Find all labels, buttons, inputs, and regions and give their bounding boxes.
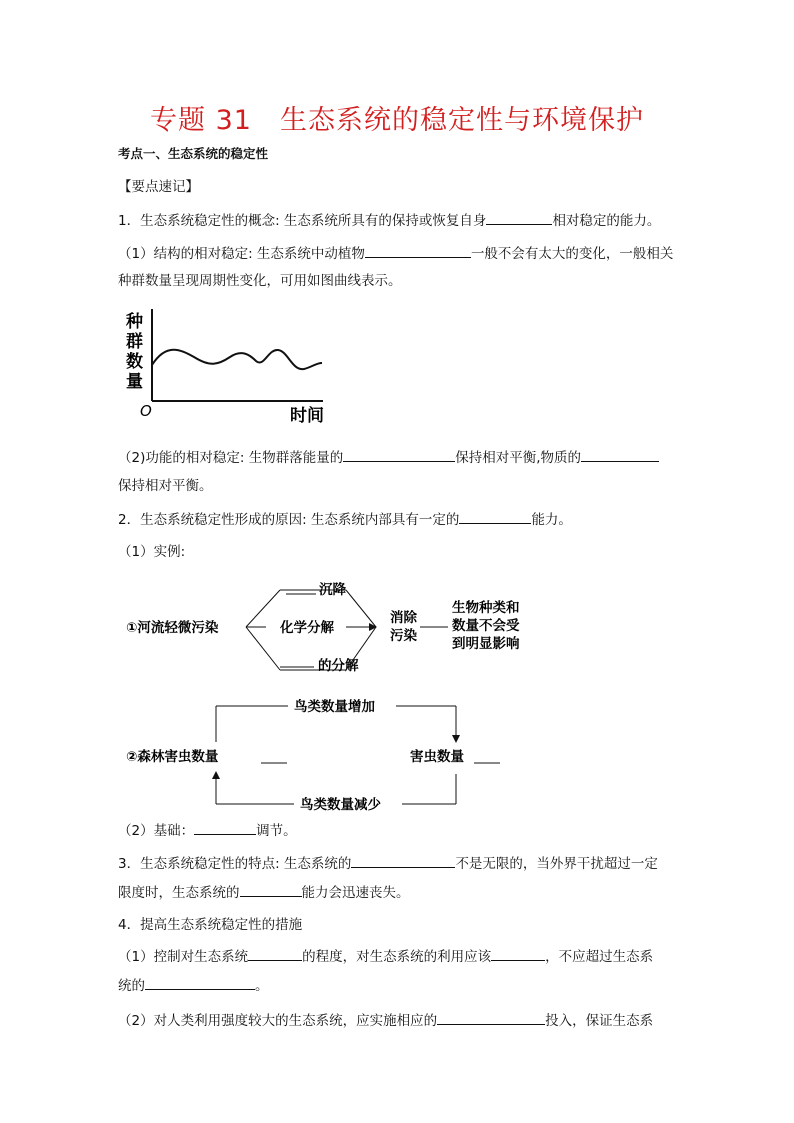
paragraph-4-1-cont: 统的 。 [118, 975, 269, 996]
answer-blank[interactable] [351, 853, 455, 868]
paragraph-4-2: （2）对人类利用强度较大的生态系统，应实施相应的 投入，保证生态系 [118, 1010, 653, 1031]
answer-blank[interactable] [459, 509, 531, 524]
graph-origin: O [140, 402, 152, 420]
answer-blank[interactable] [145, 975, 255, 990]
answer-blank[interactable] [248, 946, 302, 961]
population-graph [118, 305, 338, 430]
river-purification-diagram [118, 572, 548, 682]
paragraph-2-2: （2）基础： 调节。 [118, 820, 297, 841]
diagram1-top: 沉降 [319, 582, 346, 598]
graph-ylabel-char: 量 [126, 372, 143, 392]
paragraph-1-2-cont: 保持相对平衡。 [118, 478, 213, 494]
paragraph-1-1-cont: 种群数量呈现周期性变化，可用如图曲线表示。 [118, 273, 402, 289]
page-title: 专题 31 生态系统的稳定性与环境保护 [150, 105, 644, 136]
paragraph-1-2: （2)功能的相对稳定: 生物群落能量的 保持相对平衡,物质的 [118, 447, 659, 468]
paragraph-1-1: （1）结构的相对稳定: 生态系统中动植物 一般不会有太大的变化，一般相关 [118, 243, 673, 264]
answer-blank[interactable] [343, 447, 455, 462]
diagram1-result: 消除 [390, 610, 417, 626]
population-curve [152, 350, 322, 369]
key-points-label: 【要点速记】 [118, 179, 199, 195]
answer-blank[interactable] [486, 210, 552, 225]
paragraph-3-cont: 限度时，生态系统的 能力会迅速丧失。 [118, 882, 410, 903]
diagram1-outcome: 数量不会受 [452, 618, 520, 634]
paragraph-1: 1．生态系统稳定性的概念: 生态系统所具有的保持或恢复自身 相对稳定的能力。 [118, 210, 660, 231]
answer-blank[interactable] [194, 820, 256, 835]
answer-blank[interactable] [437, 1010, 545, 1025]
graph-xlabel: 时间 [290, 406, 324, 426]
diagram1-bottom: 的分解 [318, 658, 359, 674]
diagram2-start: ②森林害虫数量 [126, 749, 219, 765]
answer-blank[interactable] [365, 243, 471, 258]
diagram1-start: ①河流轻微污染 [126, 620, 219, 636]
answer-blank[interactable] [491, 946, 545, 961]
diagram1-outcome: 到明显影响 [452, 636, 520, 652]
paragraph-4: 4．提高生态系统稳定性的措施 [118, 917, 303, 933]
diagram2-right: 害虫数量 [410, 749, 464, 765]
section-heading: 考点一、生态系统的稳定性 [118, 146, 269, 161]
paragraph-4-1: （1）控制对生态系统 的程度，对生态系统的利用应该 ，不应超过生态系 [118, 946, 653, 967]
diagram1-middle: 化学分解 [280, 620, 334, 636]
graph-ylabel-char: 种 [126, 312, 143, 332]
paragraph-3: 3．生态系统稳定性的特点: 生态系统的 不是无限的，当外界干扰超过一定 [118, 853, 658, 874]
diagram2-top: 鸟类数量增加 [294, 699, 375, 715]
graph-ylabel-char: 群 [126, 332, 143, 352]
diagram1-outcome: 生物种类和 [452, 600, 520, 616]
diagram2-bottom: 鸟类数量减少 [300, 797, 381, 813]
diagram1-result: 污染 [390, 628, 417, 644]
answer-blank[interactable] [581, 447, 659, 462]
forest-pest-diagram [118, 690, 518, 815]
answer-blank[interactable] [240, 882, 302, 897]
graph-ylabel-char: 数 [126, 352, 143, 372]
paragraph-2: 2．生态系统稳定性形成的原因: 生态系统内部具有一定的 能力。 [118, 509, 572, 530]
paragraph-2-1: （1）实例: [118, 544, 186, 560]
